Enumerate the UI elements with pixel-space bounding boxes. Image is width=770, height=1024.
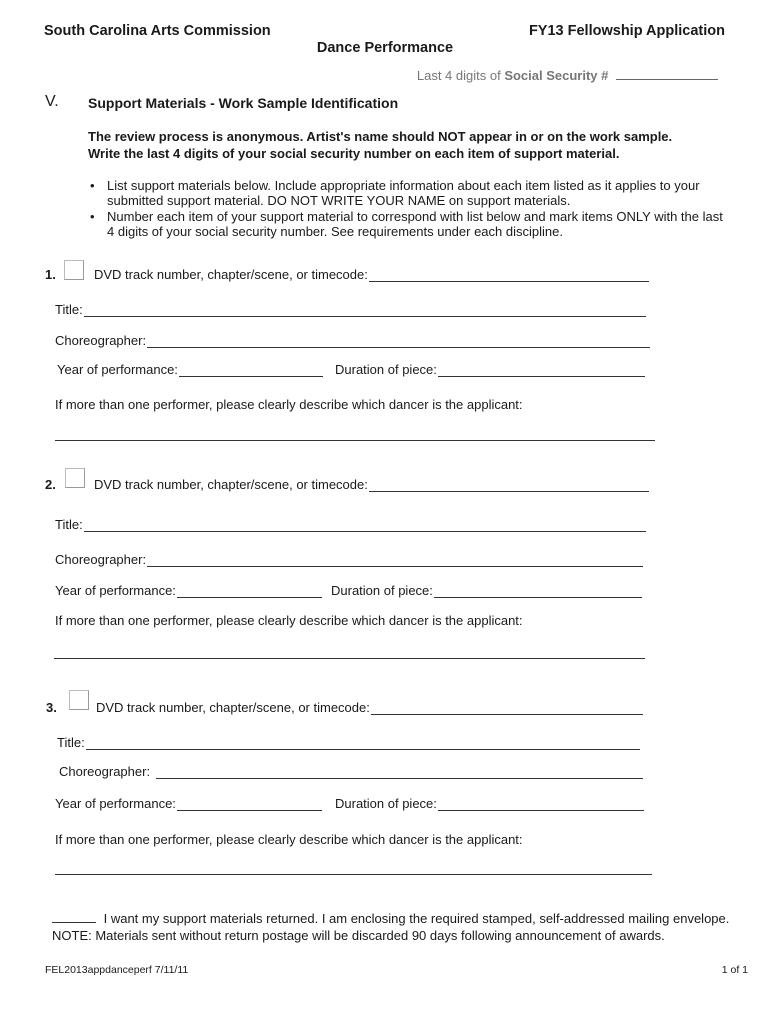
choreographer-label: Choreographer: <box>59 764 151 779</box>
track-input-line[interactable] <box>369 479 649 492</box>
item-checkbox[interactable] <box>69 690 89 710</box>
year-label: Year of performance: <box>57 362 178 377</box>
track-field <box>96 700 643 715</box>
choreographer-field <box>55 552 643 567</box>
instruction-anonymous: The review process is anonymous. Artist's name should NOT appear in or on the work sample. <box>88 129 673 144</box>
return-text: I want my support materials returned. I am enclosing the required stamped, self-addressed mailing envelope. <box>100 911 730 926</box>
title-field <box>55 517 646 532</box>
duration-input-line[interactable] <box>438 798 644 811</box>
title-label: Title: <box>57 735 85 750</box>
duration-input-line[interactable] <box>434 585 642 598</box>
year-input-line[interactable] <box>179 364 323 377</box>
choreographer-input-line[interactable] <box>147 335 650 348</box>
choreographer-label: Choreographer: <box>55 552 147 567</box>
duration-label: Duration of piece: <box>331 583 433 598</box>
item-number: 1. <box>45 267 56 282</box>
year-field <box>55 583 322 598</box>
performer-input-line[interactable] <box>54 658 645 659</box>
choreographer-input-line[interactable] <box>147 554 643 567</box>
bullet-item: • List support materials below. Include appropriate information about each item listed as it applies to your submitted support material. DO NOT WRITE YOUR NAME on support materials. <box>88 178 728 208</box>
choreographer-field <box>55 333 650 348</box>
performer-input-line[interactable] <box>55 440 655 441</box>
year-label: Year of performance: <box>55 796 176 811</box>
title-input-line[interactable] <box>86 737 640 750</box>
track-field <box>94 477 649 492</box>
track-input-line[interactable] <box>369 269 649 282</box>
title-field <box>57 735 640 750</box>
title-field <box>55 302 646 317</box>
item-checkbox[interactable] <box>65 468 85 488</box>
choreographer-label: Choreographer: <box>55 333 147 348</box>
choreographer-field <box>59 764 643 779</box>
track-label: DVD track number, chapter/scene, or timecode: <box>96 700 370 715</box>
performer-label: If more than one performer, please clearly describe which dancer is the applicant: <box>55 832 523 847</box>
duration-field <box>335 362 645 377</box>
title-input-line[interactable] <box>84 304 646 317</box>
section-title: Support Materials - Work Sample Identification <box>88 95 399 111</box>
duration-label: Duration of piece: <box>335 796 437 811</box>
track-input-line[interactable] <box>371 702 643 715</box>
year-input-line[interactable] <box>177 585 322 598</box>
title-label: Title: <box>55 517 83 532</box>
duration-field <box>331 583 642 598</box>
section-number: V. <box>45 93 59 110</box>
item-number: 2. <box>45 477 56 492</box>
return-input-line[interactable] <box>52 912 96 923</box>
track-label: DVD track number, chapter/scene, or timecode: <box>94 477 368 492</box>
item-checkbox[interactable] <box>64 260 84 280</box>
form-id: FEL2013appdanceperf 7/11/11 <box>45 964 189 976</box>
year-label: Year of performance: <box>55 583 176 598</box>
application-title: FY13 Fellowship Application <box>528 23 725 39</box>
track-field <box>94 267 649 282</box>
duration-input-line[interactable] <box>438 364 645 377</box>
discipline-title: Dance Performance <box>316 40 454 56</box>
ssn-label: Social Security # <box>504 68 609 83</box>
ssn-prefix: Last 4 digits of <box>416 68 505 83</box>
title-input-line[interactable] <box>84 519 646 532</box>
ssn-field <box>417 68 718 83</box>
year-field <box>57 362 323 377</box>
performer-label: If more than one performer, please clearly describe which dancer is the applicant: <box>55 397 523 412</box>
instruction-bullets <box>88 178 728 240</box>
instruction-ssn: Write the last 4 digits of your social security number on each item of support material. <box>88 146 620 161</box>
duration-label: Duration of piece: <box>335 362 437 377</box>
year-field <box>55 796 322 811</box>
return-materials-line <box>52 911 729 926</box>
page-number: 1 of 1 <box>721 964 748 976</box>
performer-label: If more than one performer, please clearly describe which dancer is the applicant: <box>55 613 523 628</box>
ssn-input-line[interactable] <box>616 69 718 80</box>
year-input-line[interactable] <box>177 798 322 811</box>
return-note: NOTE: Materials sent without return postage will be discarded 90 days following announcement of awards. <box>52 928 665 943</box>
duration-field <box>335 796 644 811</box>
choreographer-input-line[interactable] <box>156 766 643 779</box>
title-label: Title: <box>55 302 83 317</box>
item-number: 3. <box>46 700 57 715</box>
performer-input-line[interactable] <box>55 874 652 875</box>
org-name: South Carolina Arts Commission <box>44 23 271 39</box>
track-label: DVD track number, chapter/scene, or timecode: <box>94 267 368 282</box>
bullet-item: • Number each item of your support material to correspond with list below and mark items ONLY with the last 4 digits of your social security number. See requirements under each discipline. <box>88 209 728 239</box>
